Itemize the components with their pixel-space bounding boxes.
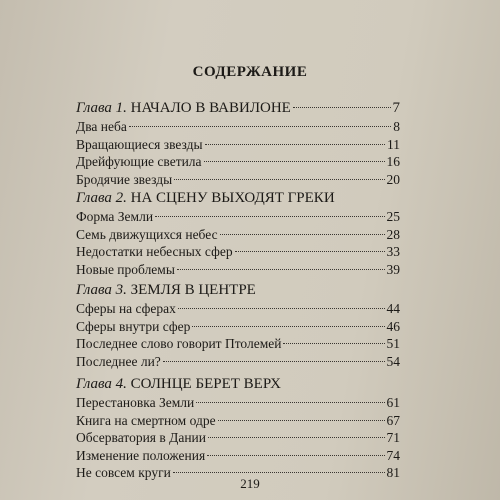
toc-entry bbox=[76, 226, 400, 244]
leader-dots bbox=[173, 472, 385, 473]
toc-entry bbox=[76, 153, 400, 171]
leader-dots bbox=[208, 437, 384, 438]
toc-entry bbox=[76, 447, 400, 465]
toc-entry bbox=[76, 171, 400, 189]
toc-entry-page: 81 bbox=[386, 465, 400, 480]
chapter-1-title: НАЧАЛО В ВАВИЛОНЕ bbox=[130, 100, 291, 116]
chapter-1-number: Глава 1. bbox=[76, 100, 127, 116]
chapter-4-title: СОЛНЦЕ БЕРЕТ ВЕРХ bbox=[130, 376, 281, 392]
chapter-2 bbox=[76, 188, 400, 278]
leader-dots bbox=[178, 308, 385, 309]
toc-entry-label: Последнее слово говорит Птолемей bbox=[76, 336, 282, 351]
toc-entry-page: 67 bbox=[386, 412, 400, 428]
toc-entry bbox=[76, 261, 400, 279]
toc-entry bbox=[76, 335, 400, 353]
chapter-3 bbox=[76, 280, 400, 370]
leader-dots bbox=[220, 234, 385, 235]
leader-dots bbox=[177, 269, 385, 270]
leader-dots bbox=[196, 402, 384, 403]
toc-entry-label: Последнее ли? bbox=[76, 353, 161, 369]
leader-dots bbox=[283, 343, 384, 344]
toc-entry-page: 39 bbox=[386, 261, 400, 277]
toc-entry-page: 61 bbox=[386, 395, 400, 410]
toc-entry-label: Семь движущихся небес bbox=[76, 226, 218, 242]
chapter-4-number: Глава 4. bbox=[76, 376, 127, 392]
toc-entry-label: Книга на смертном одре bbox=[76, 412, 216, 428]
toc-entry-page: 16 bbox=[386, 154, 400, 169]
toc-entry bbox=[76, 318, 400, 336]
leader-dots bbox=[205, 144, 385, 145]
toc-entry-label: Не совсем круги bbox=[76, 465, 171, 480]
toc-entry-label: Изменение положения bbox=[76, 447, 206, 463]
leader-dots bbox=[204, 161, 385, 162]
leader-dots bbox=[192, 326, 384, 327]
toc-entry bbox=[76, 429, 400, 447]
chapter-3-number: Глава 3. bbox=[76, 282, 127, 298]
toc-entry-label: Бродячие звезды bbox=[76, 171, 173, 187]
toc-entry-page: 11 bbox=[387, 136, 400, 152]
toc-entry-label: Перестановка Земли bbox=[76, 395, 195, 410]
chapter-2-title: НА СЦЕНУ ВЫХОДЯТ ГРЕКИ bbox=[130, 190, 335, 206]
chapter-3-title: ЗЕМЛЯ В ЦЕНТРЕ bbox=[130, 282, 256, 298]
chapter-4-heading bbox=[76, 374, 400, 394]
toc-entry-label: Сферы на сферах bbox=[76, 301, 176, 316]
toc-entry-page: 20 bbox=[386, 171, 400, 187]
toc-entry-page: 28 bbox=[386, 226, 400, 242]
toc-entry bbox=[76, 118, 400, 136]
chapter-2-heading bbox=[76, 188, 400, 208]
toc-entry-page: 8 bbox=[393, 119, 400, 134]
toc-entry-label: Два неба bbox=[76, 119, 127, 134]
leader-dots bbox=[163, 361, 385, 362]
toc-entry-label: Дрейфующие светила bbox=[76, 154, 202, 169]
leader-dots bbox=[129, 126, 391, 127]
toc-entry-label: Сферы внутри сфер bbox=[76, 318, 191, 334]
toc-entry-label: Форма Земли bbox=[76, 209, 154, 224]
leader-dots bbox=[293, 107, 391, 108]
toc-entry bbox=[76, 243, 400, 261]
chapter-2-number: Глава 2. bbox=[76, 190, 127, 206]
leader-dots bbox=[235, 251, 385, 252]
toc-entry bbox=[76, 208, 400, 226]
toc-entry-page: 25 bbox=[386, 209, 400, 224]
chapter-1-page: 7 bbox=[392, 100, 400, 116]
toc-entry-page: 51 bbox=[386, 336, 400, 351]
contents-title: СОДЕРЖАНИЕ bbox=[192, 64, 308, 80]
toc-entry bbox=[76, 353, 400, 371]
toc-entry bbox=[76, 136, 400, 154]
toc-entry-page: 33 bbox=[386, 244, 400, 259]
toc-entry-page: 54 bbox=[386, 353, 400, 369]
leader-dots bbox=[174, 179, 384, 180]
toc-entry bbox=[76, 412, 400, 430]
toc-entry-page: 74 bbox=[386, 447, 400, 463]
chapter-3-heading bbox=[76, 280, 400, 300]
toc-entry-label: Вращающиеся звезды bbox=[76, 136, 203, 152]
toc-entry-label: Новые проблемы bbox=[76, 261, 175, 277]
toc-entry-label: Недостатки небесных сфер bbox=[76, 244, 233, 259]
chapter-4 bbox=[76, 374, 400, 482]
toc-entry-page: 71 bbox=[386, 430, 400, 445]
leader-dots bbox=[155, 216, 384, 217]
toc-entry-label: Обсерватория в Дании bbox=[76, 430, 207, 445]
toc-entry bbox=[76, 300, 400, 318]
toc-entry-page: 46 bbox=[386, 318, 400, 334]
chapter-1 bbox=[76, 98, 400, 188]
leader-dots bbox=[218, 420, 385, 421]
page-number: 219 bbox=[240, 476, 260, 491]
leader-dots bbox=[207, 455, 384, 456]
chapter-1-heading bbox=[76, 98, 400, 118]
toc-entry bbox=[76, 394, 400, 412]
toc-entry-page: 44 bbox=[386, 301, 400, 316]
